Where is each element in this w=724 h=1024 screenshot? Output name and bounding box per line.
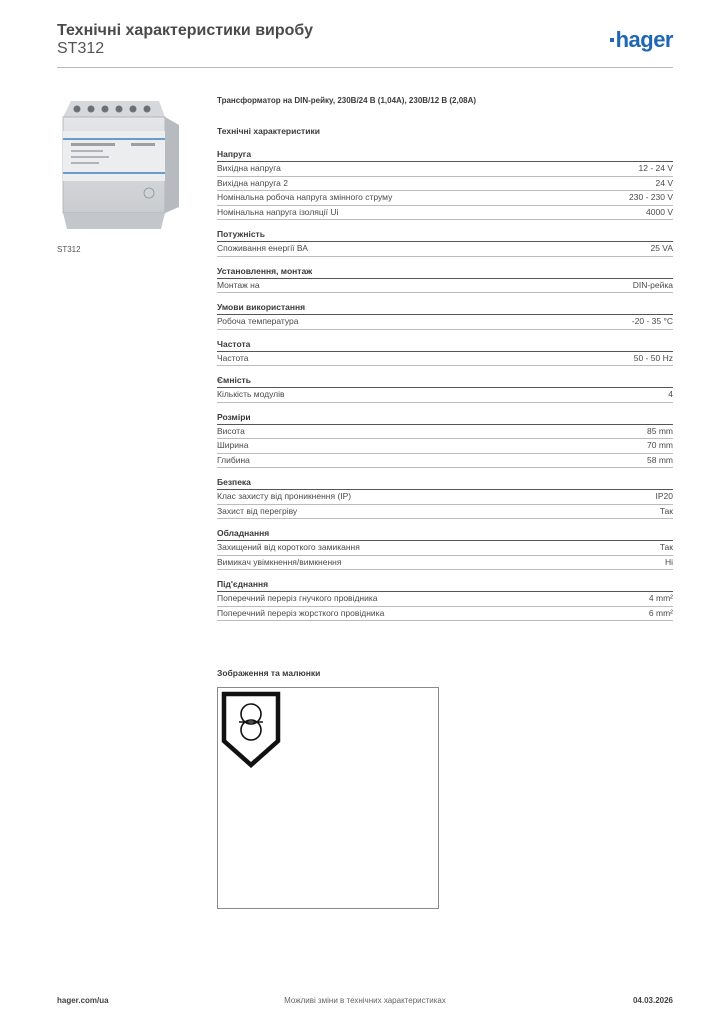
spec-label: Поперечний переріз гнучкого провідника	[217, 593, 378, 603]
spec-value: 4	[668, 389, 673, 399]
spec-group-safety	[217, 477, 673, 519]
spec-value: 12 - 24 V	[638, 163, 673, 173]
spec-value: 230 - 230 V	[629, 192, 673, 202]
spec-label: Вимикач увімкнення/вимкнення	[217, 556, 342, 567]
spec-row	[217, 242, 673, 257]
spec-label: Поперечний переріз жорсткого провідника	[217, 607, 385, 618]
spec-label: Вихідна напруга 2	[217, 177, 288, 188]
photo-caption: ST312	[57, 245, 81, 254]
footer-disclaimer: Можливі зміни в технічних характеристиках	[284, 996, 446, 1005]
spec-label: Частота	[217, 352, 249, 363]
spec-row	[217, 454, 673, 469]
spec-label: Глибина	[217, 454, 250, 465]
group-title: Ємність	[217, 375, 673, 388]
logo-text: hager	[615, 27, 673, 52]
spec-value: 25 VA	[650, 243, 673, 253]
spec-row	[217, 388, 673, 403]
spec-label: Висота	[217, 425, 245, 436]
spec-row	[217, 505, 673, 520]
page-header	[57, 20, 673, 68]
spec-row	[217, 315, 673, 330]
group-title: Безпека	[217, 477, 673, 490]
spec-content	[217, 96, 673, 630]
spec-row	[217, 439, 673, 454]
spec-label: Номінальна напруга ізоляції Ui	[217, 206, 339, 217]
spec-value: 58 mm	[647, 454, 673, 465]
spec-row	[217, 592, 673, 607]
images-section-title: Зображення та малюнки	[217, 668, 321, 678]
spec-label: Захищений від короткого замикання	[217, 542, 360, 552]
logo-dot-icon	[610, 38, 614, 42]
footer-date: 04.03.2026	[632, 996, 673, 1005]
product-photo	[57, 95, 185, 235]
spec-group-capacity	[217, 375, 673, 403]
spec-row	[217, 206, 673, 221]
spec-value: Так	[659, 505, 673, 516]
page-footer	[57, 996, 673, 1010]
spec-value: 50 - 50 Hz	[633, 352, 673, 363]
spec-row	[217, 352, 673, 367]
group-title: Потужність	[217, 229, 673, 242]
group-title: Умови використання	[217, 302, 673, 315]
spec-value: -20 - 35 °C	[631, 316, 673, 326]
spec-row	[217, 541, 673, 556]
product-code: ST312	[57, 40, 105, 57]
spec-label: Захист від перегріву	[217, 505, 298, 516]
spec-group-power	[217, 229, 673, 257]
spec-value: DIN-рейка	[632, 279, 673, 290]
spec-label: Клас захисту від проникнення (IP)	[217, 491, 352, 501]
spec-value: 24 V	[655, 177, 673, 188]
footer-website: hager.com/ua	[57, 996, 109, 1005]
spec-group-mounting	[217, 266, 673, 294]
spec-row	[217, 425, 673, 440]
spec-label: Монтаж на	[217, 279, 260, 290]
spec-group-equipment	[217, 528, 673, 570]
section-title: Технічні характеристики	[217, 126, 320, 136]
spec-value: 85 mm	[647, 425, 673, 436]
spec-label: Робоча температура	[217, 316, 299, 326]
spec-value: Так	[659, 542, 673, 552]
spec-label: Кількість модулів	[217, 389, 285, 399]
group-title: Розміри	[217, 412, 673, 425]
spec-label: Споживання енергії ВА	[217, 243, 308, 253]
spec-row	[217, 279, 673, 294]
spec-value: 4 mm²	[648, 593, 673, 603]
group-title: Установлення, монтаж	[217, 266, 673, 279]
drawing-frame	[217, 687, 439, 909]
group-title: Напруга	[217, 149, 673, 162]
spec-row	[217, 556, 673, 571]
spec-label: Номінальна робоча напруга змінного струму	[217, 192, 393, 202]
document-title: Технічні характеристики виробу	[57, 22, 313, 39]
hager-logo	[610, 27, 673, 53]
spec-row	[217, 177, 673, 192]
group-title: Частота	[217, 339, 673, 352]
spec-row	[217, 490, 673, 505]
spec-group-connection	[217, 579, 673, 621]
spec-value: 6 mm²	[648, 607, 673, 618]
spec-row	[217, 162, 673, 177]
spec-value: 70 mm	[647, 440, 673, 450]
spec-label: Ширина	[217, 440, 249, 450]
spec-group-dimensions	[217, 412, 673, 469]
spec-value: IP20	[655, 491, 673, 501]
spec-row	[217, 607, 673, 622]
spec-group-conditions	[217, 302, 673, 330]
spec-group-voltage	[217, 149, 673, 220]
spec-label: Вихідна напруга	[217, 163, 281, 173]
spec-value: 4000 V	[646, 206, 673, 217]
product-description: Трансформатор на DIN-рейку, 230В/24 В (1,04А), 230В/12 В (2,08А)	[217, 96, 477, 105]
safety-transformer-symbol-icon	[221, 691, 281, 769]
group-title: Під'єднання	[217, 579, 673, 592]
spec-value: Ні	[664, 556, 673, 567]
spec-row	[217, 191, 673, 206]
spec-group-frequency	[217, 339, 673, 367]
group-title: Обладнання	[217, 528, 673, 541]
